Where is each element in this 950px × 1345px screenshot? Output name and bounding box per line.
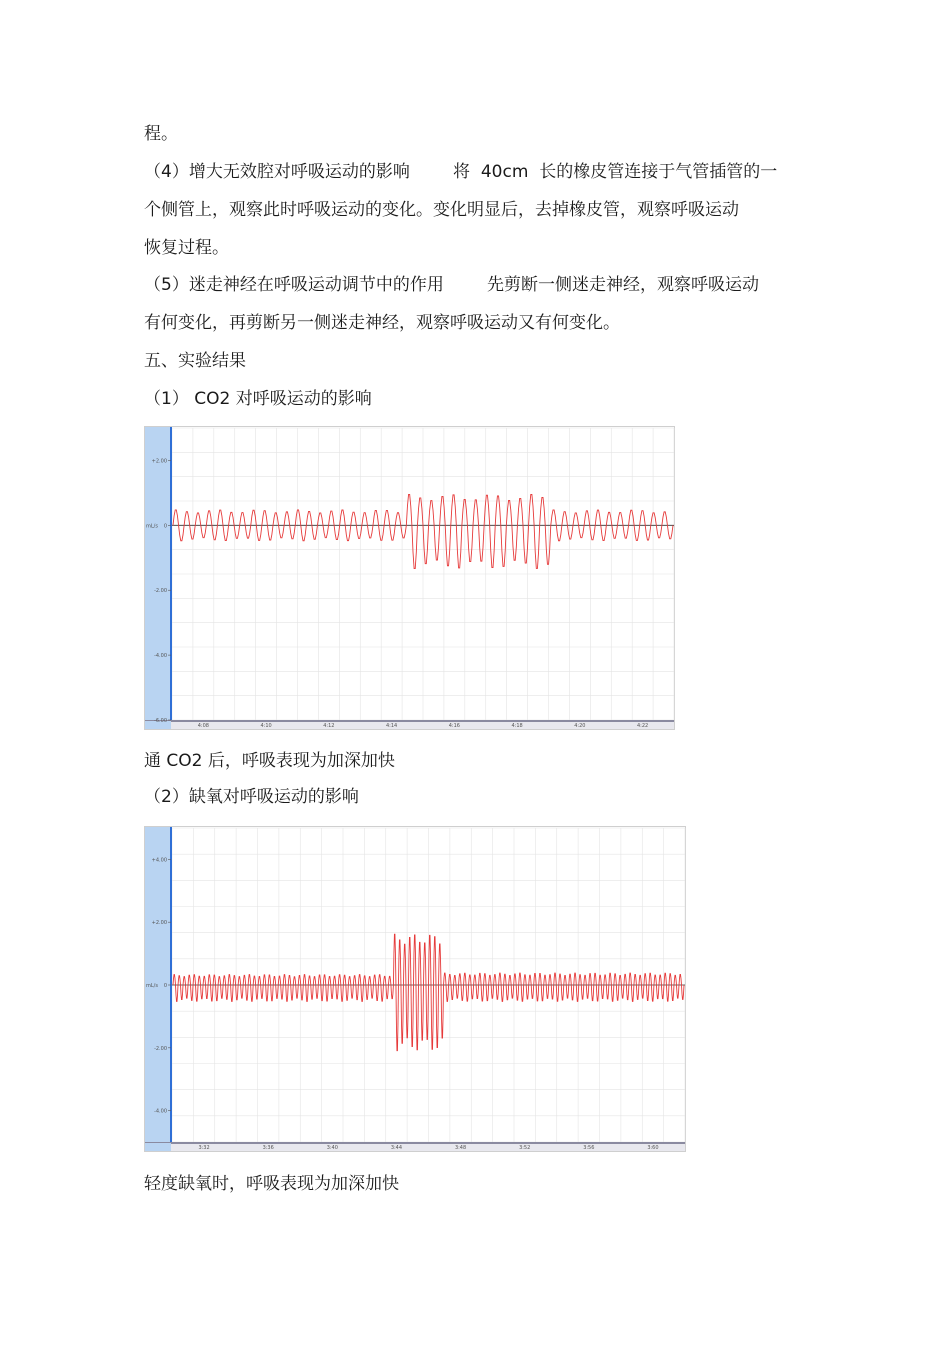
x-tick-label: 3:40 (326, 1145, 338, 1151)
x-tick-label: 3:48 (454, 1145, 467, 1151)
chart-svg (144, 426, 675, 730)
x-tick-label: 4:12 (323, 723, 335, 729)
y-tick-label: +2.00 (151, 458, 167, 465)
axis-corner (145, 1143, 171, 1151)
y-tick-label: -2.00 (154, 1045, 167, 1052)
subsection-heading: （1） CO2 对呼吸运动的影响 (144, 389, 372, 409)
section-heading: 五、实验结果 (144, 351, 246, 371)
x-tick-label: 4:14 (386, 723, 398, 729)
paragraph-line: （4）增大无效腔对呼吸运动的影响 将 40cm 长的橡皮管连接于气管插管的一 (144, 162, 778, 182)
y-tick-label: -2.00 (154, 588, 167, 595)
paragraph-line: 个侧管上，观察此时呼吸运动的变化。变化明显后，去掉橡皮管，观察呼吸运动 (144, 200, 739, 220)
y-tick-label: +2.00 (151, 920, 167, 927)
figure-caption: 轻度缺氧时，呼吸表现为加深加快 (144, 1174, 399, 1194)
x-tick-label: 4:08 (197, 723, 209, 729)
y-axis-unit: mL/s (146, 983, 158, 989)
hypoxia-respiration-chart (144, 826, 686, 1152)
y-axis-unit: mL/s (146, 523, 158, 530)
x-tick-label: 3:52 (519, 1145, 531, 1151)
x-tick-label: 3:60 (647, 1145, 659, 1151)
x-tick-label: 3:32 (198, 1145, 210, 1151)
x-axis-bar (145, 721, 674, 729)
x-tick-label: 3:56 (583, 1145, 595, 1151)
y-tick-label: +4.00 (151, 857, 167, 864)
y-tick-label: -4.00 (154, 1108, 167, 1115)
x-tick-label: 4:16 (448, 723, 460, 729)
paragraph-line: （5）迷走神经在呼吸运动调节中的作用 先剪断一侧迷走神经，观察呼吸运动 (144, 275, 760, 295)
y-tick-label: -6.00 (154, 718, 167, 724)
x-tick-label: 3:36 (262, 1145, 274, 1151)
y-tick-label: -4.00 (154, 653, 167, 660)
chart-frame (145, 427, 675, 730)
paragraph-line: 恢复过程。 (144, 238, 229, 258)
co2-respiration-chart (144, 426, 675, 730)
x-tick-label: 4:20 (574, 723, 586, 729)
chart-svg (144, 826, 686, 1152)
x-axis-bar (145, 1143, 685, 1151)
x-tick-label: 4:18 (511, 723, 523, 729)
y-axis-panel (145, 427, 171, 721)
figure-caption: 通 CO2 后，呼吸表现为加深加快 (144, 751, 395, 771)
y-tick-label: 0 (163, 523, 167, 530)
y-tick-label: 0 (163, 983, 167, 989)
x-tick-label: 4:22 (637, 723, 649, 729)
subsection-heading: （2）缺氧对呼吸运动的影响 (144, 787, 359, 807)
x-tick-label: 4:10 (260, 723, 272, 729)
paragraph-line: 程。 (144, 124, 178, 144)
x-tick-label: 3:44 (390, 1145, 403, 1151)
paragraph-line: 有何变化，再剪断另一侧迷走神经，观察呼吸运动又有何变化。 (144, 313, 620, 333)
